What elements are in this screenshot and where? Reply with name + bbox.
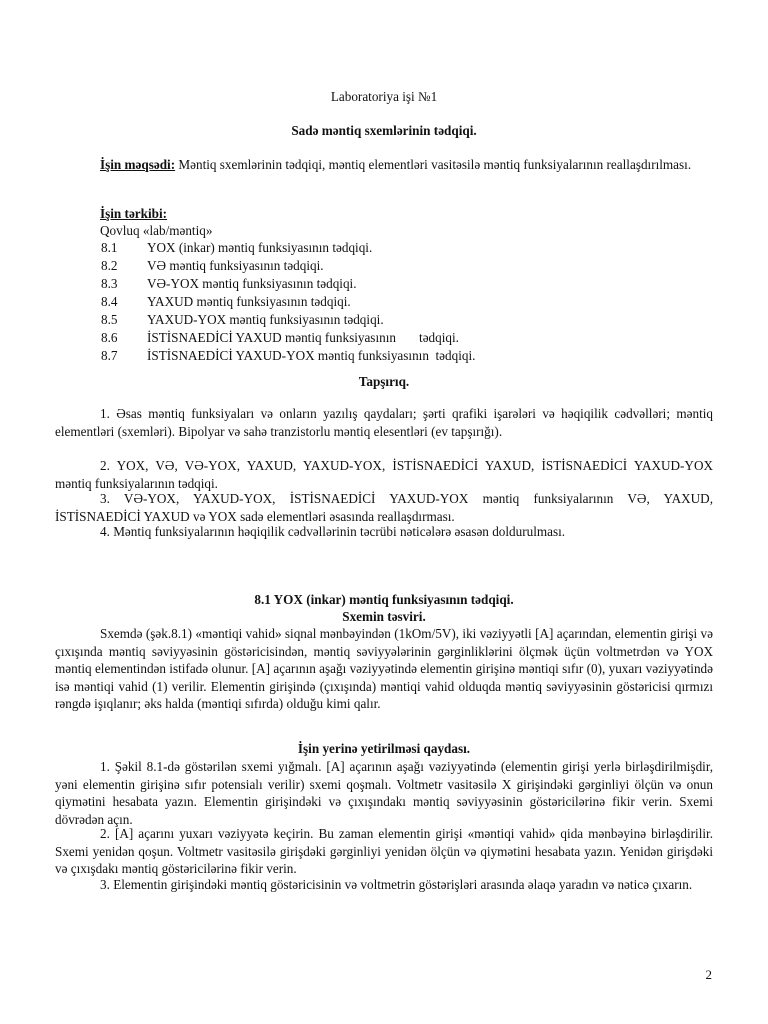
task-paragraph-3: 3. VƏ-YOX, YAXUD-YOX, İSTİSNAEDİCİ YAXUD-YOX məntiq funksiyalarının VƏ, YAXUD, İSTİSNAEDİCİ YAXUD və YOX sadə elementləri əsasında reallaşdırması. [55,491,713,524]
task-heading: Tapşırıq. [358,374,410,389]
composition-label: İşin tərkibi: [100,206,168,221]
procedure-paragraph-2: 2. [A] açarını yuxarı vəziyyətə keçirin. Bu zaman elementin girişi «məntiqi vahid» qida mənbəyinə birləşdirilir. Sxemi yenidən qoşun. Voltmetr vasitəsilə girişdəki gərginliyi yenidən ölçün və qiymətini hesabata yazın. Yenidən girişdəki və çıxışdakı məntiq göstəricilərinə fikir verin. [55,826,713,876]
list-item: 8.1 YOX (inkar) məntiq funksiyasının tədqiqi. [101,240,373,255]
task-paragraph-4: 4. Məntiq funksiyalarının həqiqilik cədvəllərinin təcrübi nəticələrə əsasən doldurulması. [100,524,566,539]
composition-list [101,239,475,365]
task-paragraph-1: 1. Əsas məntiq funksiyaları və onların yazılış qaydaları; şərti qrafiki işarələri və həqiqilik cədvəlləri; məntiq elementləri (sxemləri). Bipolyar və sahə tranzistorlu məntiq elesentləri (ev tapşırığı). [55,406,713,439]
scheme-description: Sxemdə (şək.8.1) «məntiqi vahid» siqnal mənbəyindən (1kOm/5V), iki vəziyyətli [A] açarından, elementin girişi və çıxışında məntiq səviyyəsinin göstəricisindən, məntiq səviyyələrinin gərginliklərini ölçmək üçün voltmetrdən və YOX məntiq elementindən istifadə olunur. [A] açarının aşağı vəziyyətində elementin girişinə məntiqi sıfır (0), yuxarı vəziyyətində isə məntiqi vahid (1) verilir. Elementin girişində (çıxışında) məntiqi vahid olduqda məntiq səviyyəsinin göstəricisi qırmızı rəngdə işıqlanır; əks halda (məntiqi sıfırda) olduğu kimi qalır. [55,626,713,711]
list-item: 8.4 YAXUD məntiq funksiyasının tədqiqi. [101,294,351,309]
procedure-paragraph-3: 3. Elementin girişindəki məntiq göstəricisinin və voltmetrin göstərişləri arasında əlaqə yaradın və nəticə çıxarın. [100,877,693,892]
purpose-text: Məntiq sxemlərinin tədqiqi, məntiq elementləri vasitəsilə məntiq funksiyalarının reallaşdırılması. [175,157,692,172]
list-item: 8.7 İSTİSNAEDİCİ YAXUD-YOX məntiq funksiyasının tədqiqi. [101,348,476,363]
procedure-paragraph-1: 1. Şəkil 8.1-də göstərilən sxemi yığmalı. [A] açarının aşağı vəziyyətində (elementin girişi yerlə birləşdirilmişdir, yəni elementin girişinə sıfır potensialı verilir) sxemi qoşmalı. Voltmetr vasitəsilə X girişindəki gərginliyi ölçün və onun qiymətini hesabata yazın. Elementin girişindəki və çıxışındakı məntiq səviyyəsinin göstəricilərinə fikir verin. Sxemi dövrədən açın. [55,759,713,827]
list-item: 8.5 YAXUD-YOX məntiq funksiyasının tədqiqi. [101,312,384,327]
page-number: 2 [705,967,712,982]
list-item: 8.6 İSTİSNAEDİCİ YAXUD məntiq funksiyasının tədqiqi. [101,330,459,345]
main-heading: Sadə məntiq sxemlərinin tədqiqi. [291,123,477,138]
lab-title: Laboratoriya işi №1 [330,89,438,104]
task-paragraph-2: 2. YOX, VƏ, VƏ-YOX, YAXUD, YAXUD-YOX, İSTİSNAEDİCİ YAXUD, İSTİSNAEDİCİ YAXUD-YOX məntiq funksiyalarının tədqiqi. [55,458,713,491]
purpose-paragraph [55,156,713,174]
purpose-label: İşin məqsədi: [100,157,176,172]
section-heading: 8.1 YOX (inkar) məntiq funksiyasının tədqiqi. [254,592,514,607]
section-subheading: Sxemin təsviri. [342,609,426,624]
list-item: 8.2 VƏ məntiq funksiyasının tədqiqi. [101,258,324,273]
list-item: 8.3 VƏ-YOX məntiq funksiyasının tədqiqi. [101,276,357,291]
composition-folder: Qovluq «lab/məntiq» [100,223,213,238]
procedure-heading: İşin yerinə yetirilməsi qaydası. [297,741,471,756]
